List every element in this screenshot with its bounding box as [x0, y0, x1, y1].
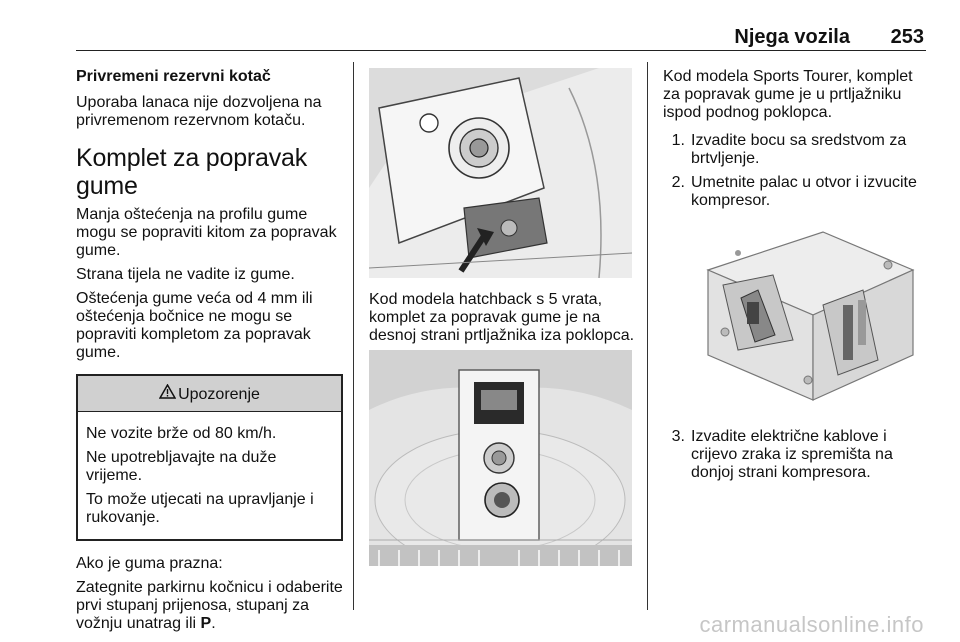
hatchback-caption-text: Kod modela hatchback s 5 vrata, komplet za popravak gume je na desnoj strani prtljažnika iza poklopca. [369, 291, 635, 344]
watermark: carmanualsonline.info [699, 612, 924, 637]
flat-tyre-intro: Ako je guma prazna: [76, 555, 223, 572]
hatchback-trunk-illustration [369, 68, 632, 278]
spare-wheel-heading: Privremeni rezervni kotač [76, 68, 271, 85]
warning-triangle-icon [159, 384, 176, 404]
step-text: Izvadite bocu sa sredstvom za brtvljenje. [691, 132, 907, 167]
repair-kit-heading: Komplet za popravak gume [76, 144, 308, 200]
warning-line: Ne vozite brže od 80 km/h. [86, 425, 277, 442]
step-item [663, 132, 933, 168]
step-item [663, 428, 933, 482]
flat-tyre-end: . [211, 615, 216, 632]
warning-title: Upozorenje [178, 386, 260, 403]
spare-wheel-text: Uporaba lanaca nije dozvoljena na privremenom rezervnom kotaču. [76, 94, 322, 129]
steps-list-bottom [663, 428, 933, 482]
park-gear-letter: P [200, 615, 212, 632]
compressor-box-illustration [663, 210, 926, 415]
header-rule [76, 50, 926, 51]
step-text: Izvadite električne kablove i crijevo zraka iz spremišta na donjoj strani kompresora. [691, 428, 893, 481]
paragraph-large-damage: Oštećenja gume veća od 4 mm ili oštećenja bočnice ne mogu se popraviti kompletom za popravak gume. [76, 290, 313, 361]
step-number: 3. [671, 428, 685, 445]
warning-line: To može utjecati na upravljanje i rukovanje. [86, 491, 314, 526]
column-divider-right [647, 62, 648, 610]
sports-tourer-intro: Kod modela Sports Tourer, komplet za popravak gume je u prtljažniku ispod podnog poklopca. [663, 68, 913, 121]
paragraph-minor-damage: Manja oštećenja na profilu gume mogu se popraviti kitom za popravak gume. [76, 206, 337, 259]
step-item [663, 174, 933, 210]
page-number: 253 [890, 26, 924, 48]
hatchback-kit-location-illustration [369, 350, 632, 566]
step-number: 2. [671, 174, 685, 191]
header-section-title: Njega vozila [734, 26, 850, 48]
column-divider-left [353, 62, 354, 610]
step-number: 1. [671, 132, 685, 149]
warning-line: Ne upotrebljavajte na duže vrijeme. [86, 449, 277, 484]
step-text: Umetnite palac u otvor i izvucite kompresor. [691, 174, 917, 209]
warning-header [78, 376, 341, 412]
warning-box [76, 374, 343, 541]
hatchback-caption [369, 291, 641, 351]
left-column [76, 68, 344, 639]
right-column-top [663, 68, 933, 216]
flat-tyre-instructions [76, 579, 344, 633]
right-column-bottom [663, 428, 933, 488]
flat-tyre-text: Zategnite parkirnu kočnicu i odaberite prvi stupanj prijenosa, stupanj za vožnju unatrag ili [76, 579, 343, 632]
warning-body [78, 412, 341, 539]
steps-list-top [663, 132, 933, 210]
paragraph-foreign-objects: Strana tijela ne vadite iz gume. [76, 266, 295, 283]
